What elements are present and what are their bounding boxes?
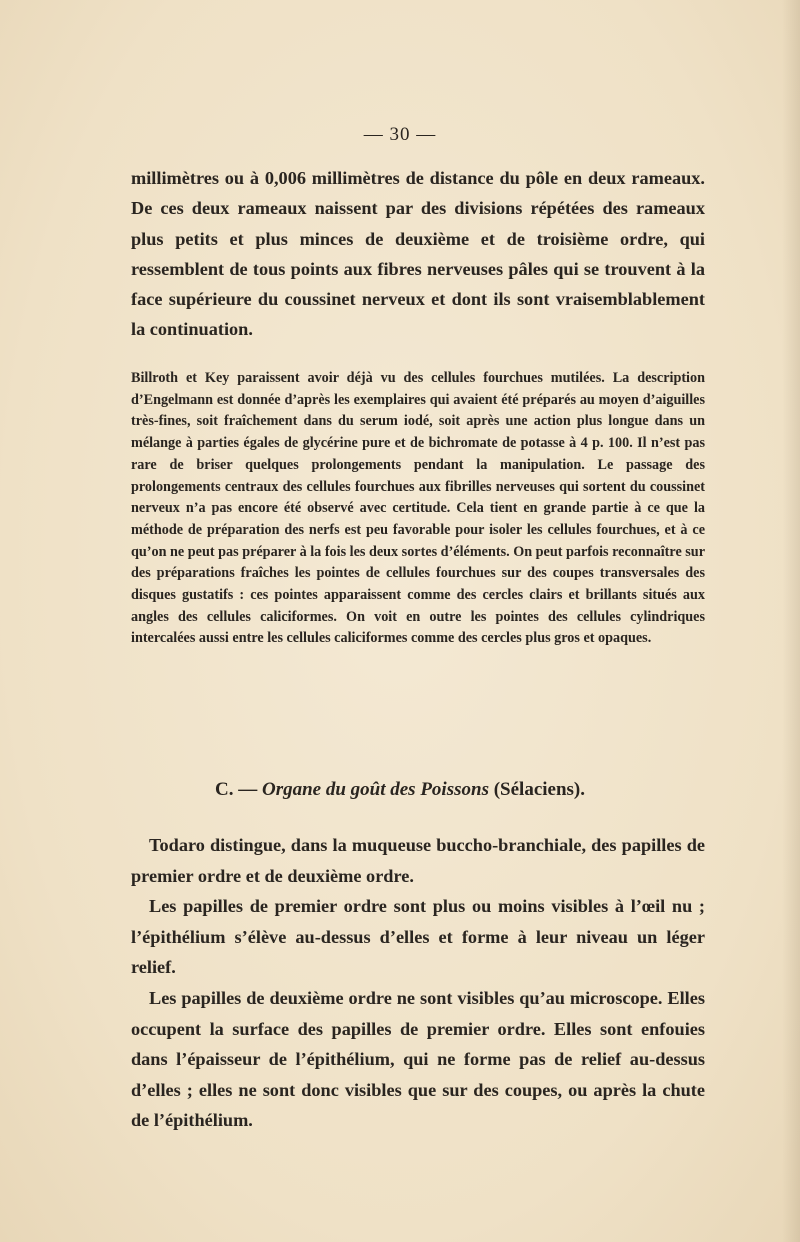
paragraph-first-order-papillae: Les papilles de premier ordre sont plus ou moins visibles à l’œil nu ; l’épithélium s’élève au-dessus d’elles et forme à leur niveau un léger relief. <box>131 896 705 978</box>
section-heading-title: Organe du goût des Poissons <box>261 779 489 800</box>
section-heading-suffix: (Sélaciens). <box>488 779 586 800</box>
note-paragraph: Billroth et Key paraissent avoir déjà vu des cellules fourchues mutilées. La description d’Engelmann est donnée d’après les exemplaires qui avaient été préparés au moyen d’aiguilles très-fines, soit fraîchement dans du serum iodé, soit après une action plus longue dans un mélange à parties égales de glycérine pure et de bichromate de potasse à 4 p. 100. Il n’est pas rare de briser quelques prolongements pendant la manipulation. Le passage des prolongements centraux des cellules fourchues aux fibrilles nerveuses qui sortent du coussinet nerveux n’a pas encore été observé avec certitude. Cela tient en grande partie à ce que la méthode de préparation des nerfs est peu favorable pour isoler les cellules fourchues, et à ce qu’on ne peut pas préparer à la fois les deux sortes d’éléments. On peut parfois reconnaître sur des préparations fraîches les pointes de cellules fourchues sur des coupes transversales des disques gustatifs : ces pointes apparaissent comme des cercles clairs et brillants situés aux angles des cellules caliciformes. On voit en outre les pointes des cellules cylindriques intercalées aussi entre les cellules caliciformes comme des cercles plus gros et opaques. <box>131 370 705 647</box>
section-heading-prefix: C. — <box>214 779 262 800</box>
footnote-block <box>131 368 705 650</box>
paragraph-todaro: Todaro distingue, dans la muqueuse buccho-branchiale, des papilles de premier ordre et de deuxième ordre. <box>131 835 705 886</box>
paragraph-continuation: millimètres ou à 0,006 millimètres de distance du pôle en deux rameaux. De ces deux rameaux naissent par des divisions répétées des rameaux plus petits et plus minces de deuxième et de troisième ordre, qui ressemblent de tous points aux fibres nerveuses pâles qui se trouvent à la face supérieure du coussinet nerveux et dont ils sont vraisemblablement la continuation. <box>131 168 705 340</box>
page-edge-shadow <box>782 0 800 1242</box>
paragraph-second-order-papillae: Les papilles de deuxième ordre ne sont visibles qu’au microscope. Elles occupent la surface des papilles de premier ordre. Elles sont enfouies dans l’épaisseur de l’épithélium, qui ne forme pas de relief au-dessus d’elles ; elles ne sont donc visibles que sur des coupes, ou après la chute de l’épithélium. <box>131 987 705 1131</box>
section-heading <box>0 779 800 801</box>
body-text-bottom <box>131 830 705 1136</box>
body-text-top <box>131 163 705 345</box>
page-number: — 30 — <box>363 124 437 145</box>
